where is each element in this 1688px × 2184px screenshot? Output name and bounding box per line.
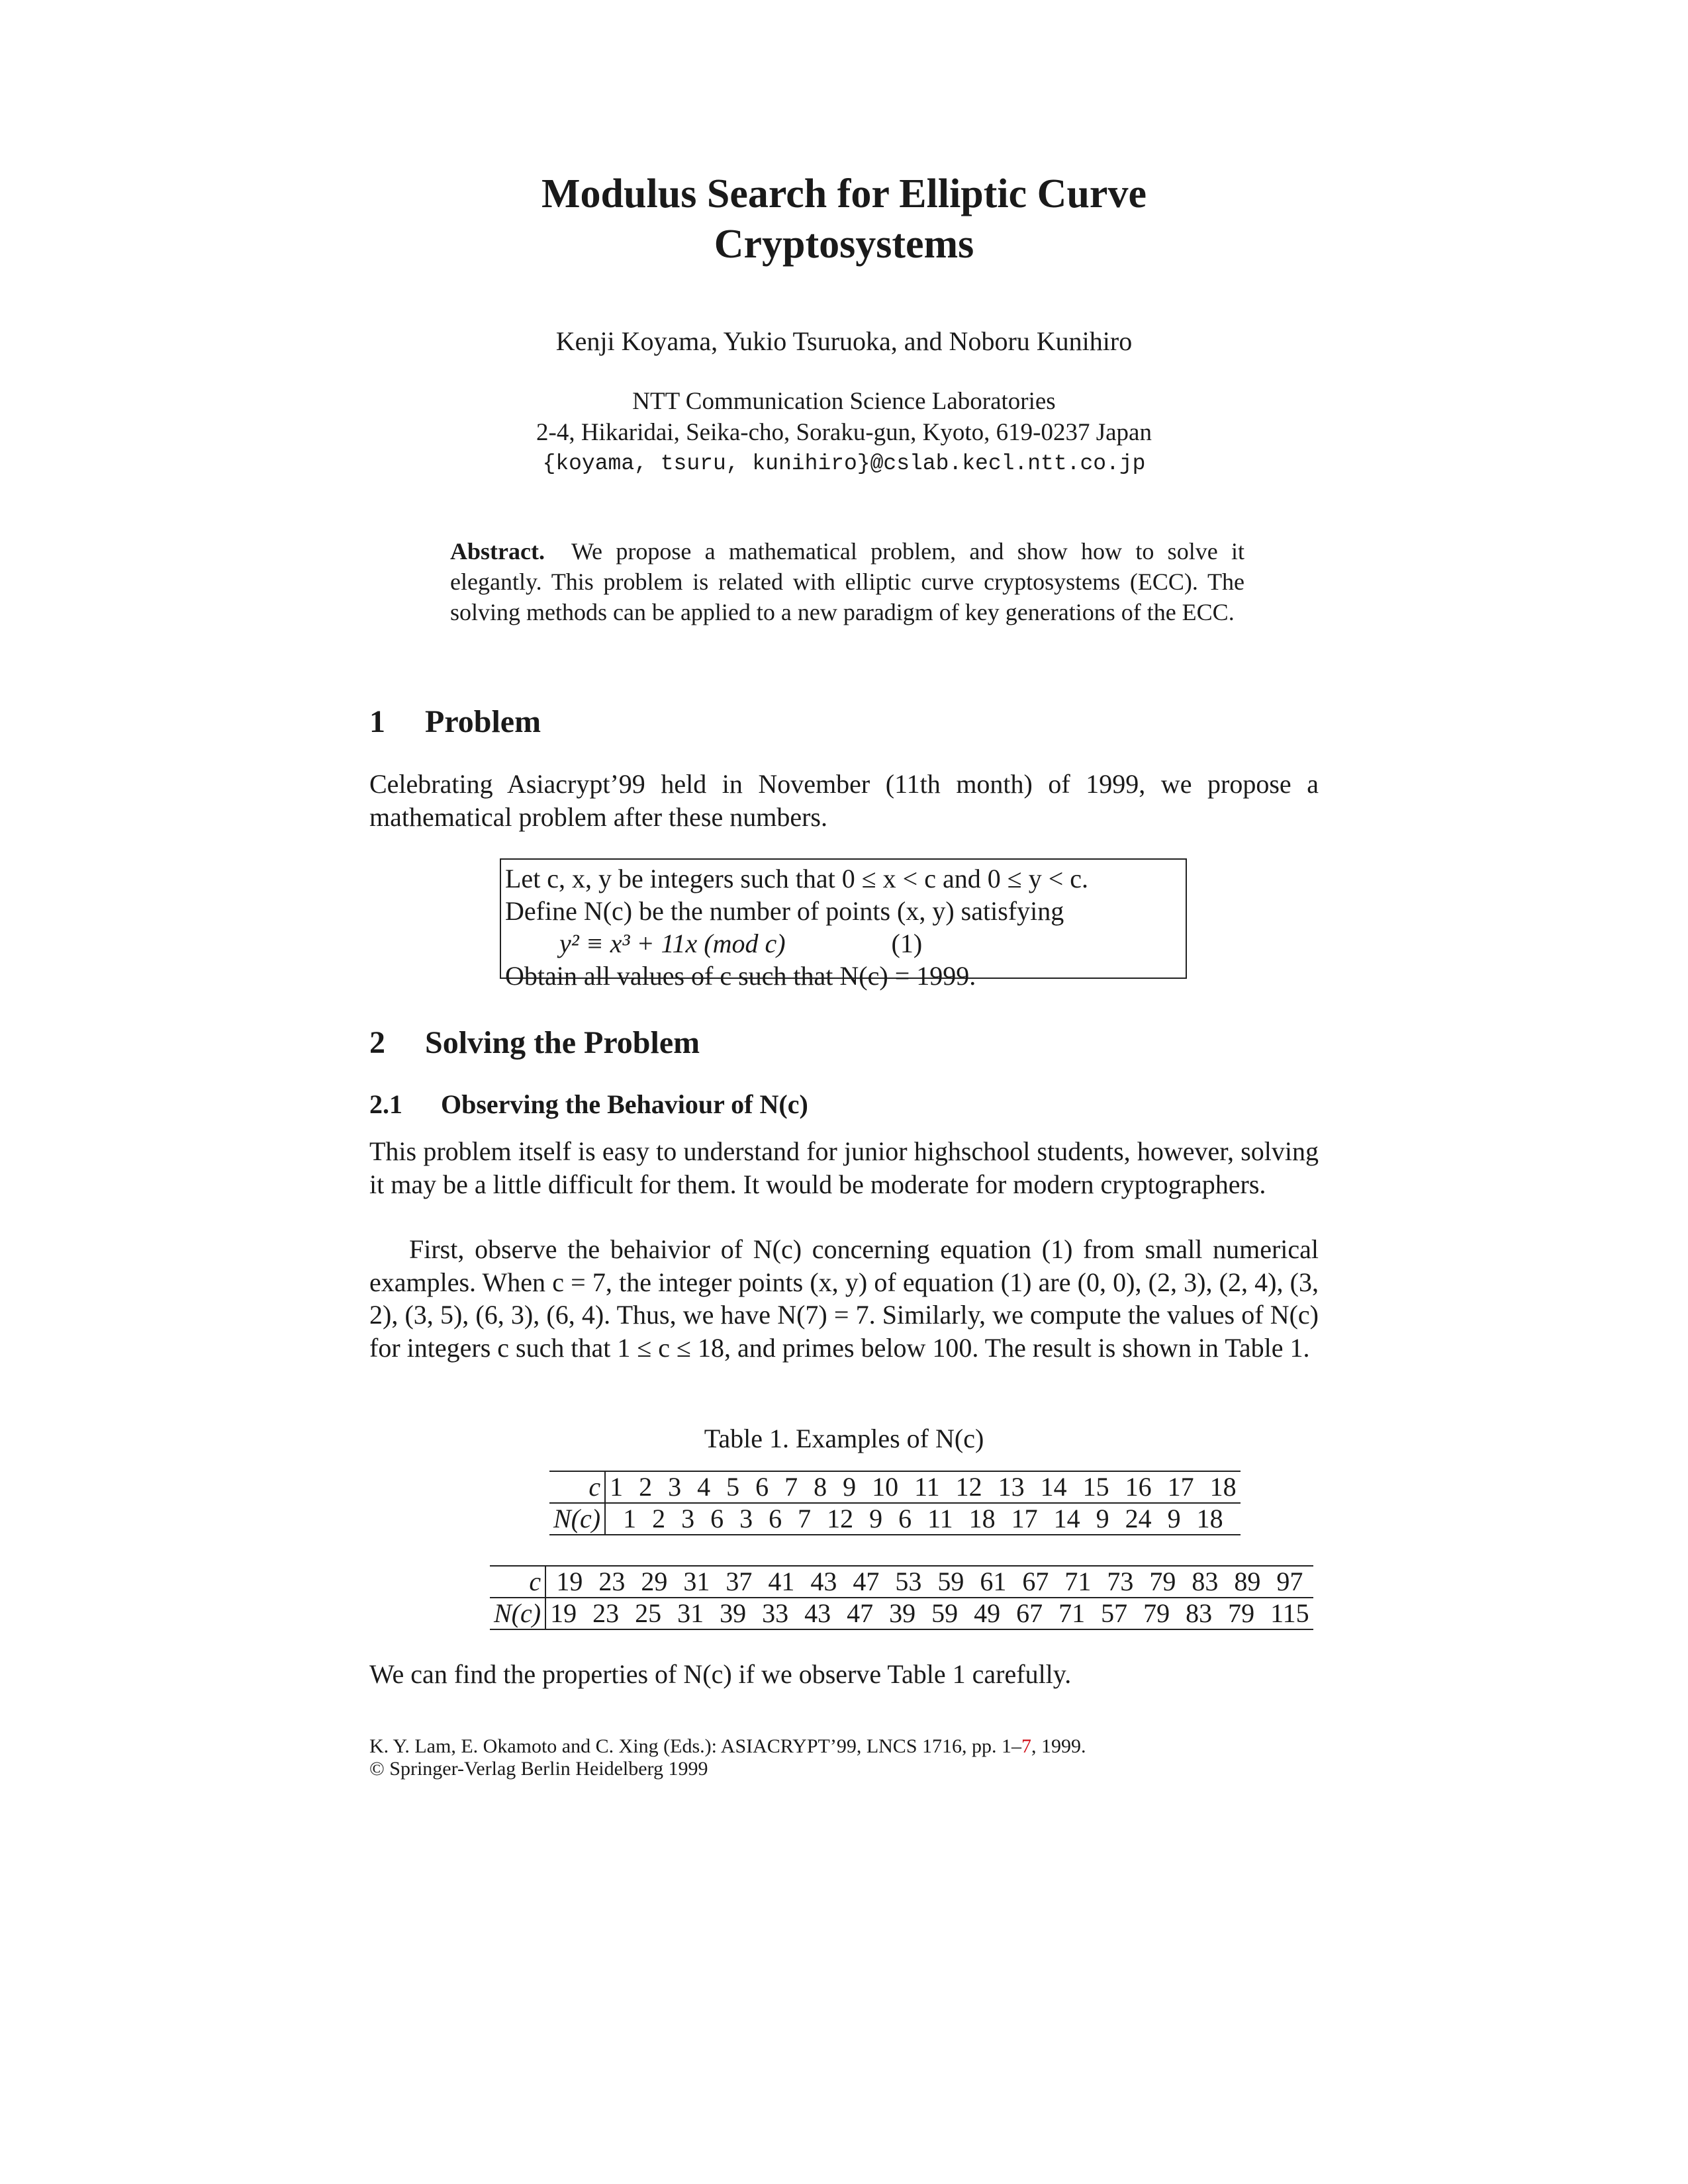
section-1-paragraph: Celebrating Asiacrypt’99 held in November (11th month) of 1999, we propose a mathematical problem after these numbers. [369, 769, 1319, 832]
section-2-number: 2 [369, 1025, 385, 1060]
abstract-text: We propose a mathematical problem, and show how to solve it elegantly. This problem is related with elliptic curve cryptosystems (ECC). The solving methods can be applied to a new paradigm of key generations of the ECC. [450, 538, 1244, 625]
table-caption: Table 1. Examples of N(c) [704, 1424, 984, 1453]
affiliation-org: NTT Communication Science Laboratories [632, 388, 1056, 415]
footer-citation-post: , 1999. [1031, 1735, 1086, 1757]
footer-copyright: © Springer-Verlag Berlin Heidelberg 1999 [369, 1758, 708, 1780]
table-values-c-part-1: 1 2 3 4 5 6 7 8 9 10 11 12 13 14 15 16 17 18 [605, 1471, 1241, 1503]
table-row [490, 1566, 1313, 1598]
affiliation-email: {koyama, tsuru, kunihiro}@cslab.kecl.ntt.co.jp [542, 451, 1146, 476]
affiliation-address: 2-4, Hikaridai, Seika-cho, Soraku-gun, Kyoto, 619-0237 Japan [536, 419, 1152, 446]
table-header-c: c [549, 1471, 605, 1503]
abstract-label: Abstract. [450, 538, 545, 565]
table-1-part-2 [490, 1565, 1313, 1630]
footer-page-link[interactable]: 7 [1021, 1735, 1032, 1757]
subsection-title: Observing the Behaviour of N(c) [441, 1089, 808, 1119]
section-2-paragraph-2: First, observe the behaivior of N(c) concerning equation (1) from small numerical examples. When c = 7, the integer points (x, y) of equation (1) are (0, 0), (2, 3), (2, 4), (3, 2), (3, 5), (6, 3), (6, 4). Thus, we have N(7) = 7. Similarly, we compute the values of N(c) for integers c such that 1 ≤ c ≤ 18, and primes below 100. The result is shown in Table 1. [369, 1234, 1319, 1363]
authors: Kenji Koyama, Yukio Tsuruoka, and Noboru Kunihiro [555, 326, 1133, 356]
table-header-c: c [490, 1566, 545, 1598]
affiliation [0, 386, 1688, 479]
footer-citation [369, 1735, 1086, 1758]
paper-title [0, 169, 1688, 269]
section-1-number: 1 [369, 704, 385, 739]
abstract [450, 536, 1244, 627]
table-header-n: N(c) [490, 1598, 545, 1629]
subsection-2-1-heading [369, 1089, 808, 1120]
table-values-n-part-2: 19 23 25 31 39 33 43 47 39 59 49 67 71 57 79 83 79 115 [545, 1598, 1313, 1629]
table-row [490, 1598, 1313, 1629]
table-header-n: N(c) [549, 1503, 605, 1535]
problem-line-4: Obtain all values of c such that N(c) = 1999. [505, 961, 976, 991]
subsection-number: 2.1 [369, 1089, 402, 1119]
table-values-n-part-1: 1 2 3 6 3 6 7 12 9 6 11 18 17 14 9 24 9 18 [605, 1503, 1241, 1535]
section-1-heading [369, 704, 541, 740]
title-line-2: Cryptosystems [714, 222, 974, 267]
footer [369, 1735, 1086, 1780]
problem-line-1: Let c, x, y be integers such that 0 ≤ x < c and 0 ≤ y < c. [505, 864, 1089, 893]
section-2-heading [369, 1024, 700, 1061]
equation-number: (1) [891, 929, 923, 958]
table-values-c-part-2: 19 23 29 31 37 41 43 47 53 59 61 67 71 73 79 83 89 97 [545, 1566, 1313, 1598]
section-2-title: Solving the Problem [425, 1025, 700, 1060]
table-row [549, 1503, 1241, 1535]
table-row [549, 1471, 1241, 1503]
title-line-1: Modulus Search for Elliptic Curve [541, 171, 1147, 216]
problem-equation-line [505, 927, 1182, 960]
problem-line-2: Define N(c) be the number of points (x, y) satisfying [505, 896, 1064, 926]
table-1-part-1 [549, 1471, 1241, 1535]
footer-citation-pre: K. Y. Lam, E. Okamoto and C. Xing (Eds.): ASIACRYPT’99, LNCS 1716, pp. 1– [369, 1735, 1022, 1757]
closing-paragraph: We can find the properties of N(c) if we observe Table 1 carefully. [369, 1659, 1072, 1689]
problem-box [500, 858, 1187, 991]
problem-equation: y² ≡ x³ + 11x (mod c) [559, 929, 786, 958]
section-2-paragraph-1: This problem itself is easy to understand for junior highschool students, however, solving it may be a little difficult for them. It would be moderate for modern cryptographers. [369, 1136, 1319, 1199]
section-1-title: Problem [425, 704, 541, 739]
